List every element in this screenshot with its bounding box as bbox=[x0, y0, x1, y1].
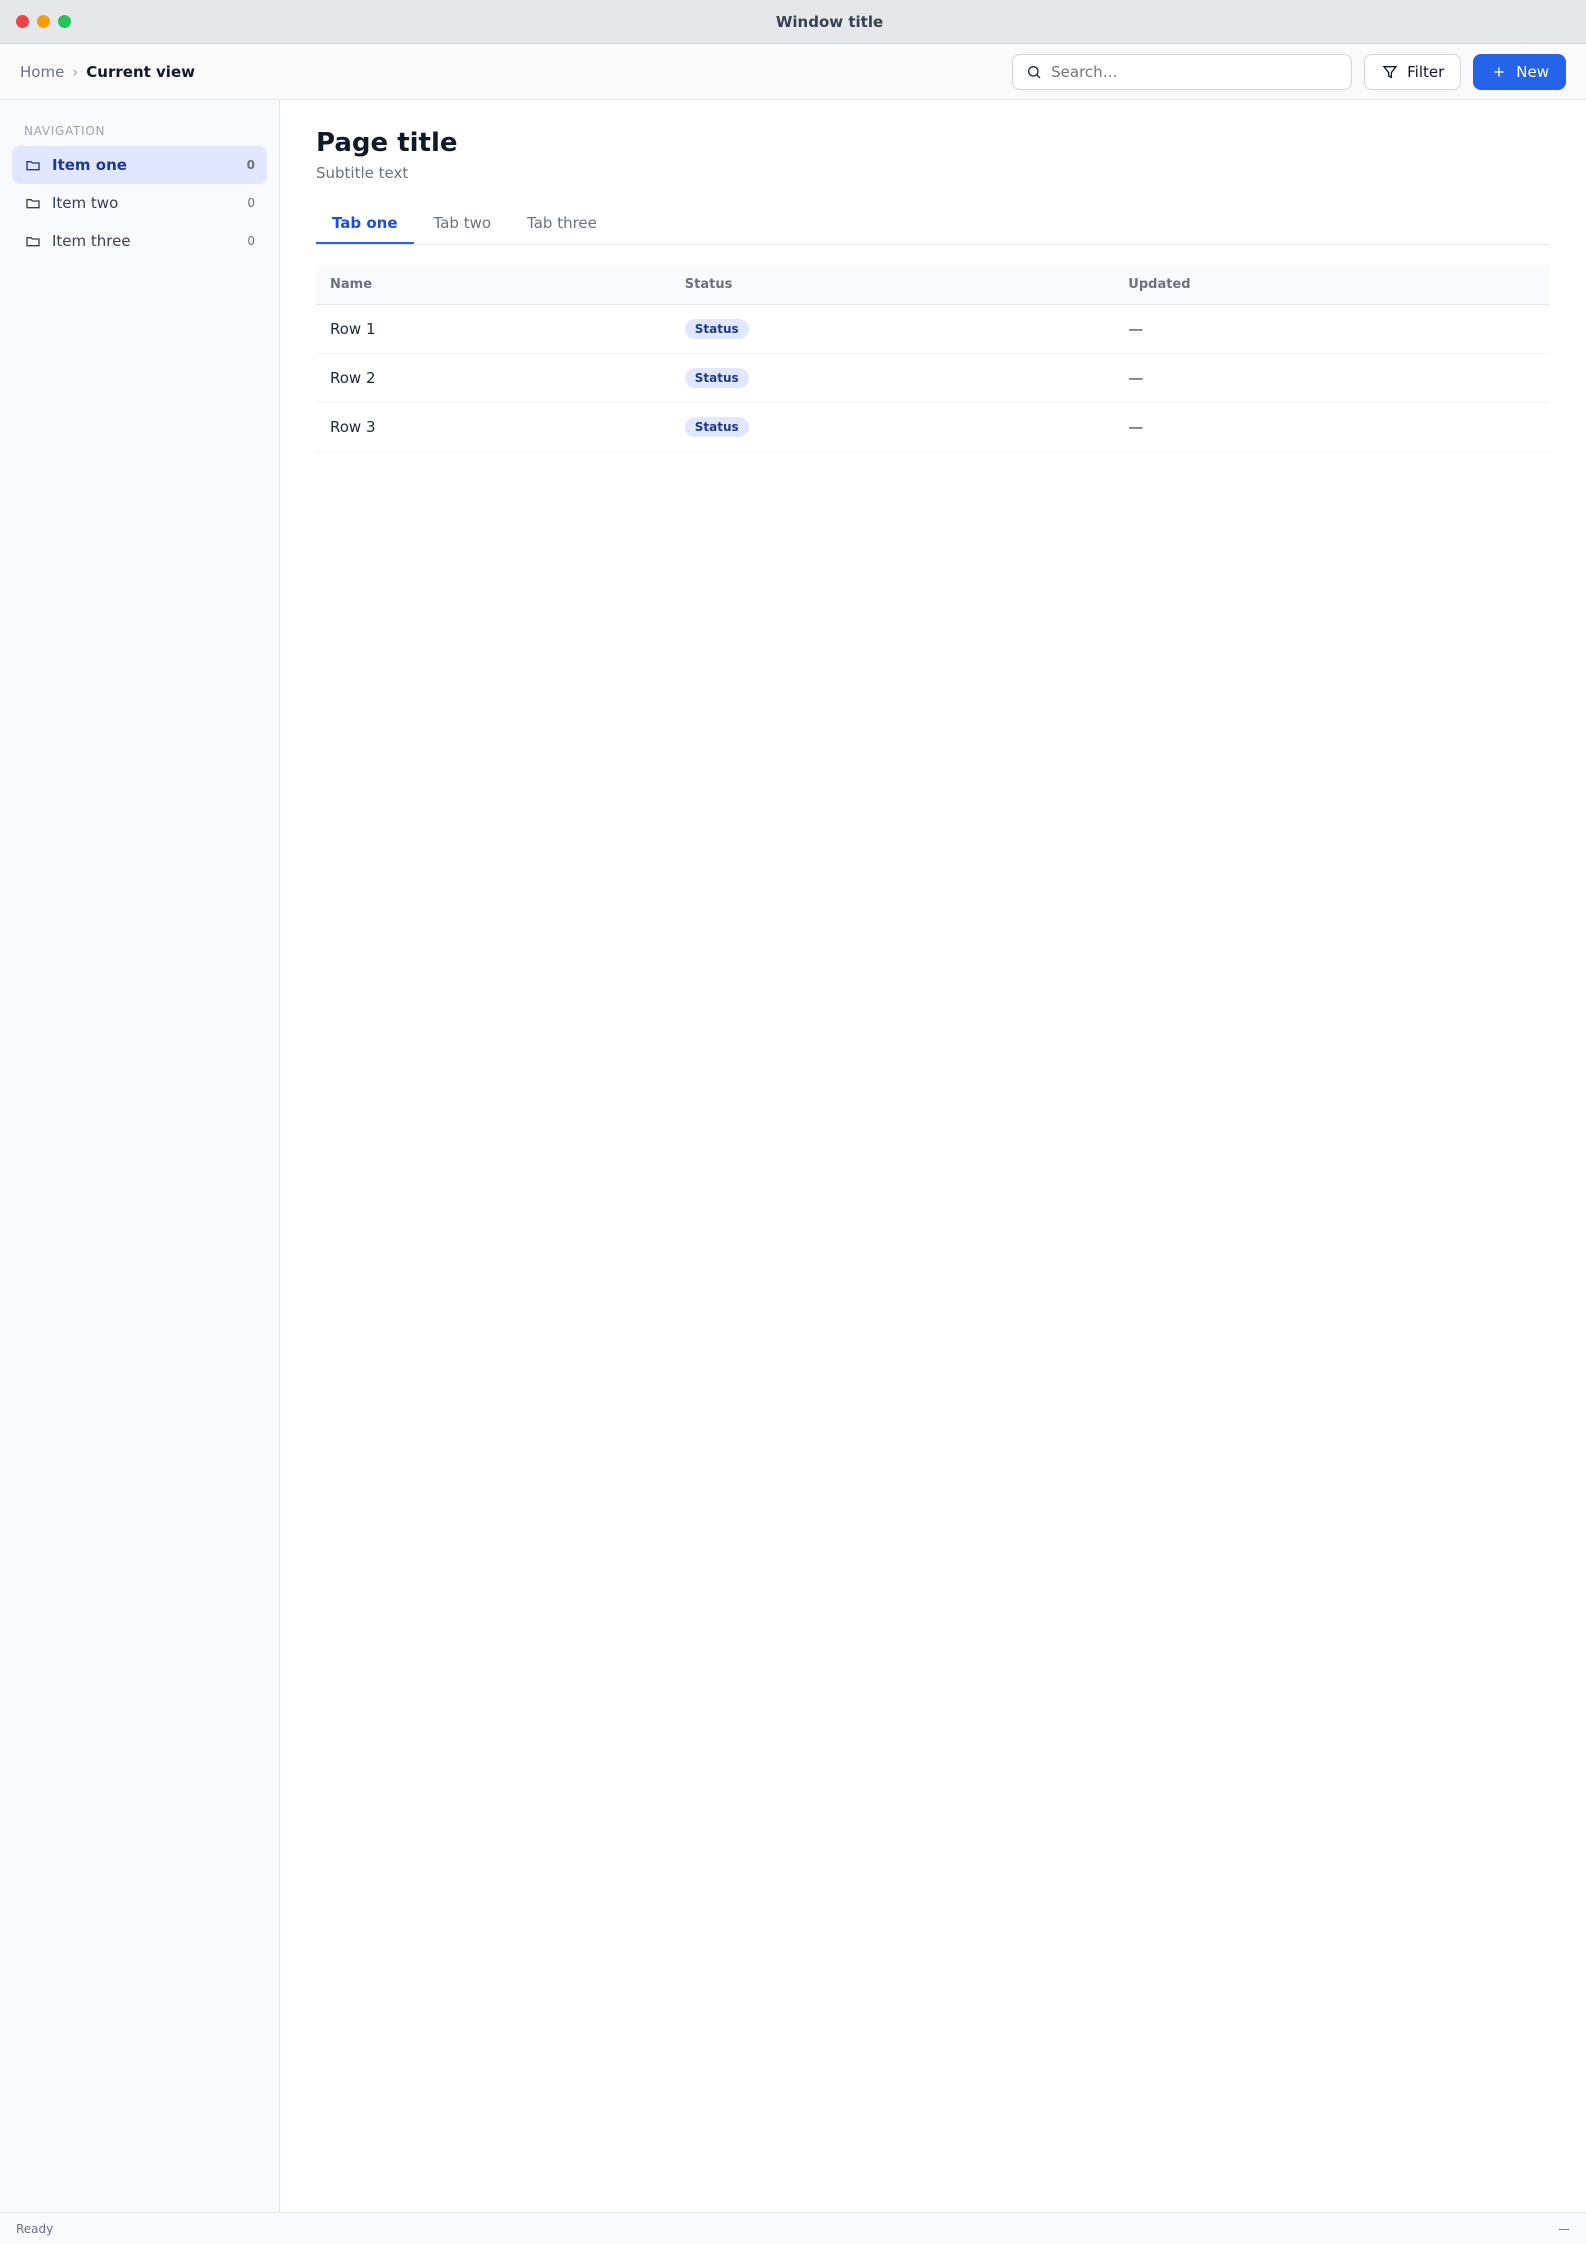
filter-button-label: Filter bbox=[1407, 62, 1445, 81]
sidebar-item-label: Item three bbox=[52, 232, 131, 250]
window-controls bbox=[16, 15, 71, 28]
maximize-window-button[interactable] bbox=[58, 15, 71, 28]
sidebar-item-label: Item one bbox=[52, 156, 127, 174]
filter-icon bbox=[1381, 63, 1399, 81]
sidebar-item-three[interactable] bbox=[12, 222, 267, 260]
tab-three[interactable]: Tab three bbox=[527, 214, 597, 232]
page-title: Page title bbox=[316, 128, 458, 158]
folder-icon bbox=[24, 156, 42, 174]
minimize-window-button[interactable] bbox=[37, 15, 50, 28]
table-cell-status bbox=[671, 354, 1115, 403]
status-bar bbox=[0, 2212, 1586, 2244]
new-button[interactable] bbox=[1473, 54, 1566, 90]
column-header[interactable]: Status bbox=[671, 265, 1115, 305]
table-cell-name: Row 2 bbox=[316, 354, 671, 403]
sidebar-item-one[interactable] bbox=[12, 146, 267, 184]
sidebar-item-count: 0 bbox=[246, 158, 255, 172]
window-title: Window title bbox=[775, 12, 884, 31]
folder-icon bbox=[24, 194, 42, 212]
table-cell-status bbox=[671, 403, 1115, 452]
breadcrumb-current: Current view bbox=[86, 62, 195, 81]
app-body bbox=[0, 100, 1586, 2212]
status-right: — bbox=[1558, 2221, 1570, 2236]
sidebar-item-count: 0 bbox=[247, 234, 255, 248]
sidebar bbox=[0, 100, 280, 2212]
data-table bbox=[316, 265, 1550, 452]
sidebar-item-label: Item two bbox=[52, 194, 119, 212]
search-input[interactable] bbox=[1051, 63, 1339, 81]
table-cell-status bbox=[671, 305, 1115, 354]
table-cell-updated: — bbox=[1114, 403, 1550, 452]
title-bar bbox=[0, 0, 1586, 44]
page-subtitle: Subtitle text bbox=[316, 164, 409, 182]
search-box[interactable] bbox=[1012, 54, 1352, 90]
close-window-button[interactable] bbox=[16, 15, 29, 28]
breadcrumb-root[interactable]: Home bbox=[20, 62, 65, 81]
table-cell-name: Row 3 bbox=[316, 403, 671, 452]
table-cell-updated: — bbox=[1114, 354, 1550, 403]
status-left: Ready bbox=[16, 2221, 54, 2236]
table-row[interactable] bbox=[316, 403, 1550, 452]
new-button-label: New bbox=[1516, 62, 1549, 81]
breadcrumb bbox=[20, 63, 195, 81]
toolbar bbox=[0, 44, 1586, 100]
table-cell-name: Row 1 bbox=[316, 305, 671, 354]
table-row[interactable] bbox=[316, 305, 1550, 354]
tab-one[interactable]: Tab one bbox=[316, 204, 414, 244]
folder-icon bbox=[24, 232, 42, 250]
table-header-row bbox=[316, 265, 1550, 305]
column-header[interactable]: Updated bbox=[1114, 265, 1550, 305]
sidebar-item-two[interactable] bbox=[12, 184, 267, 222]
sidebar-section-label: NAVIGATION bbox=[24, 124, 106, 138]
status-badge: Status bbox=[685, 417, 749, 437]
search-icon bbox=[1025, 63, 1043, 81]
table-row[interactable] bbox=[316, 354, 1550, 403]
tab-two[interactable]: Tab two bbox=[433, 214, 492, 232]
filter-button[interactable] bbox=[1364, 54, 1461, 90]
plus-icon bbox=[1490, 63, 1508, 81]
status-badge: Status bbox=[685, 319, 749, 339]
sidebar-item-count: 0 bbox=[247, 196, 255, 210]
table-cell-updated: — bbox=[1114, 305, 1550, 354]
status-badge: Status bbox=[685, 368, 749, 388]
column-header[interactable]: Name bbox=[316, 265, 671, 305]
breadcrumb-separator: › bbox=[72, 62, 79, 81]
main-content bbox=[280, 100, 1586, 2212]
tab-bar bbox=[316, 204, 1550, 245]
